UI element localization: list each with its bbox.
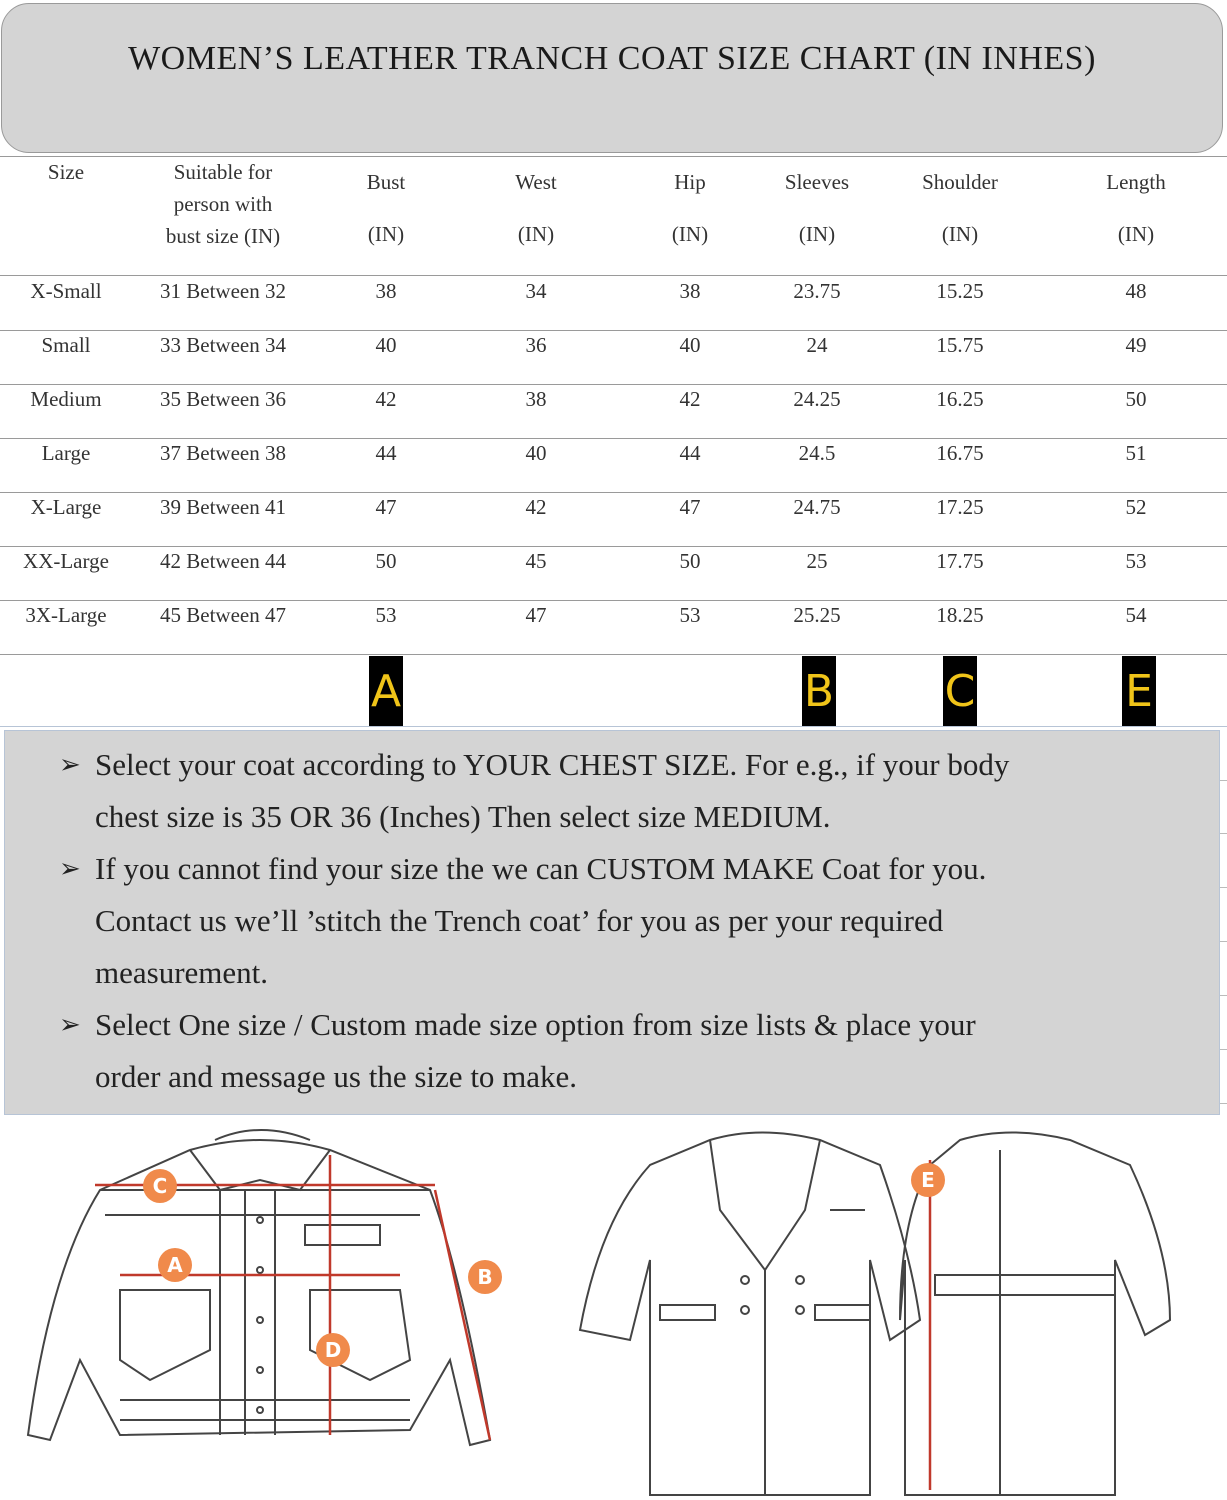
table-cell: 53 xyxy=(375,603,397,627)
instructions-box xyxy=(4,730,1220,1115)
table-cell: 53 xyxy=(1125,549,1147,573)
grid-line xyxy=(1220,941,1227,942)
table-cell: 33 Between 34 xyxy=(160,333,286,357)
header-suitable: Suitable for person with bust size (IN) xyxy=(165,160,281,248)
table-cell: 31 Between 32 xyxy=(160,279,286,303)
grid-line xyxy=(1220,1103,1227,1104)
page-title: WOMEN’S LEATHER TRANCH COAT SIZE CHART (IN INHES) xyxy=(128,40,1096,77)
grid-line xyxy=(1220,1049,1227,1050)
header-rule xyxy=(0,275,1227,276)
table-cell: 42 xyxy=(679,387,701,411)
table-cell: 16.75 xyxy=(936,441,984,465)
table-cell: 38 xyxy=(375,279,397,303)
table-cell: 53 xyxy=(679,603,701,627)
size-label: X-Small xyxy=(30,279,102,303)
table-cell: 47 xyxy=(375,495,397,519)
header-hip: Hip (IN) xyxy=(671,170,709,246)
instruction-2: ➢ If you cannot find your size the we can CUSTOM MAKE Coat for you. Contact us we’ll ’stitch the Trench coat’ for you as per your required measurement. xyxy=(59,843,1169,999)
table-cell: 52 xyxy=(1125,495,1147,519)
table-cell: 36 xyxy=(525,333,547,357)
header-size: Size xyxy=(47,160,85,184)
table-cell: 24.5 xyxy=(798,441,836,465)
table-bottom-rule xyxy=(0,654,1227,655)
grid-line xyxy=(1220,887,1227,888)
table-cell: 49 xyxy=(1125,333,1147,357)
grid-line xyxy=(1220,995,1227,996)
badge-bust: A xyxy=(369,656,403,726)
table-cell: 37 Between 38 xyxy=(160,441,286,465)
instruction-3: ➢ Select One size / Custom made size option from size lists & place your order and message us the size to make. xyxy=(59,999,1169,1103)
grid-line xyxy=(1220,780,1227,781)
title-banner xyxy=(1,3,1223,153)
size-label: Large xyxy=(41,441,91,465)
table-cell: 44 xyxy=(375,441,397,465)
size-label: X-Large xyxy=(30,495,102,519)
table-cell: 24.75 xyxy=(793,495,841,519)
table-cell: 18.25 xyxy=(936,603,984,627)
marker-d-label: D xyxy=(324,1338,342,1362)
table-cell: 51 xyxy=(1125,441,1147,465)
table-cell: 34 xyxy=(525,279,547,303)
table-cell: 24 xyxy=(806,333,828,357)
table-cell: 17.25 xyxy=(936,495,984,519)
table-cell: 38 xyxy=(525,387,547,411)
header-length: Length (IN) xyxy=(1106,170,1166,246)
table-cell: 42 xyxy=(375,387,397,411)
table-cell: 23.75 xyxy=(793,279,841,303)
table-cell: 45 xyxy=(525,549,547,573)
marker-b-label: B xyxy=(477,1265,493,1289)
arrow-bullet-icon: ➢ xyxy=(59,854,81,884)
table-cell: 17.75 xyxy=(936,549,984,573)
table-cell: 24.25 xyxy=(793,387,841,411)
badge-length: E xyxy=(1122,656,1156,726)
header-sleeves: Sleeves (IN) xyxy=(784,170,850,246)
grid-line xyxy=(1220,833,1227,834)
size-label: XX-Large xyxy=(23,549,109,573)
size-label: 3X-Large xyxy=(25,603,107,627)
table-cell: 47 xyxy=(679,495,701,519)
marker-c-label: C xyxy=(152,1174,168,1198)
coat-measurement-diagram xyxy=(570,1120,1220,1500)
table-cell: 50 xyxy=(375,549,397,573)
table-cell: 40 xyxy=(679,333,701,357)
table-cell: 42 Between 44 xyxy=(160,549,286,573)
size-label: Small xyxy=(41,333,91,357)
table-cell: 16.25 xyxy=(936,387,984,411)
marker-a-label: A xyxy=(167,1253,183,1277)
table-cell: 35 Between 36 xyxy=(160,387,286,411)
table-cell: 25 xyxy=(806,549,828,573)
badge-shoulder: C xyxy=(943,656,977,726)
table-cell: 15.75 xyxy=(936,333,984,357)
table-cell: 44 xyxy=(679,441,701,465)
header-west: West (IN) xyxy=(515,170,557,246)
notes-top-rule xyxy=(0,726,1227,727)
table-cell: 40 xyxy=(375,333,397,357)
table-cell: 40 xyxy=(525,441,547,465)
table-cell: 15.25 xyxy=(936,279,984,303)
table-cell: 42 xyxy=(525,495,547,519)
table-cell: 54 xyxy=(1125,603,1147,627)
instruction-1: ➢ Select your coat according to YOUR CHEST SIZE. For e.g., if your body chest size is 35 OR 36 (Inches) Then select size MEDIUM. xyxy=(59,739,1169,843)
size-label: Medium xyxy=(30,387,102,411)
table-cell: 48 xyxy=(1125,279,1147,303)
marker-e-label: E xyxy=(921,1168,935,1192)
table-cell: 25.25 xyxy=(793,603,841,627)
badge-sleeves: B xyxy=(802,656,836,726)
table-cell: 39 Between 41 xyxy=(160,495,286,519)
table-cell: 50 xyxy=(1125,387,1147,411)
table-cell: 38 xyxy=(679,279,701,303)
arrow-bullet-icon: ➢ xyxy=(59,1010,81,1040)
jacket-measurement-diagram xyxy=(10,1120,530,1490)
table-cell: 47 xyxy=(525,603,547,627)
arrow-bullet-icon: ➢ xyxy=(59,750,81,780)
table-cell: 50 xyxy=(679,549,701,573)
table-cell: 45 Between 47 xyxy=(160,603,286,627)
header-shoulder: Shoulder (IN) xyxy=(922,170,998,246)
header-bust: Bust (IN) xyxy=(366,170,406,246)
